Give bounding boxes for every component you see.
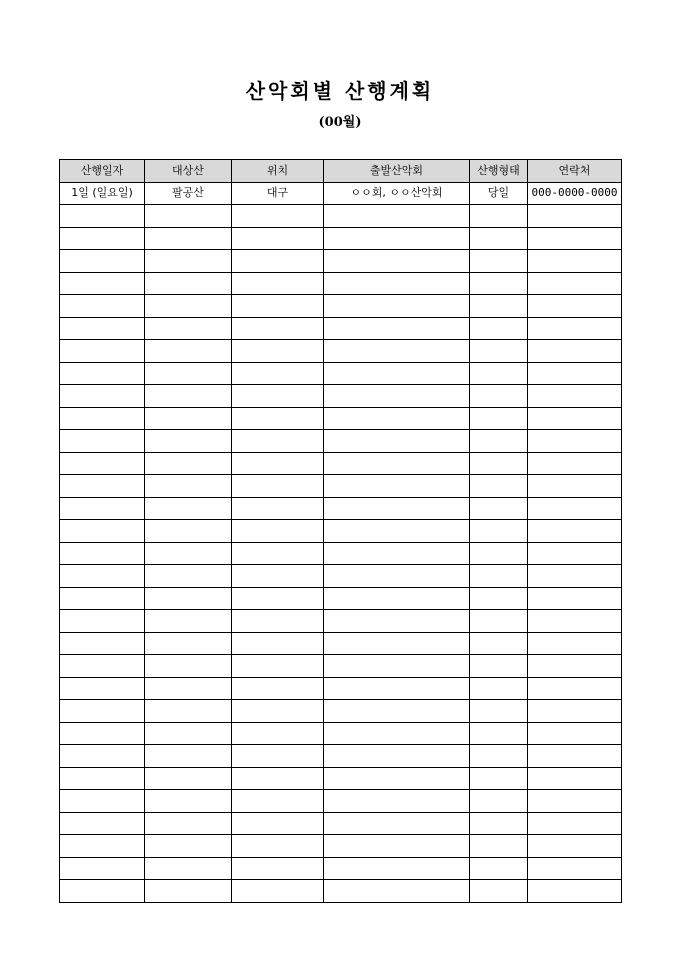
table-row (60, 677, 622, 700)
table-row (60, 340, 622, 363)
table-row (60, 722, 622, 745)
cell-type (470, 610, 528, 633)
cell-location (232, 745, 324, 768)
cell-type (470, 722, 528, 745)
cell-mountain (145, 520, 232, 543)
cell-contact (528, 407, 622, 430)
cell-date (60, 587, 145, 610)
cell-location (232, 272, 324, 295)
table-row (60, 430, 622, 453)
month-subtitle: (00월) (318, 115, 362, 130)
cell-date (60, 632, 145, 655)
cell-date (60, 497, 145, 520)
cell-location (232, 205, 324, 228)
cell-club (324, 700, 470, 723)
cell-type (470, 430, 528, 453)
cell-mountain (145, 317, 232, 340)
cell-type (470, 452, 528, 475)
table-row (60, 857, 622, 880)
cell-date (60, 227, 145, 250)
cell-contact (528, 565, 622, 588)
cell-location (232, 565, 324, 588)
cell-contact (528, 722, 622, 745)
cell-location (232, 767, 324, 790)
table-row (60, 835, 622, 858)
table-row (60, 295, 622, 318)
cell-contact (528, 767, 622, 790)
cell-mountain (145, 880, 232, 903)
cell-mountain (145, 610, 232, 633)
table-row (60, 610, 622, 633)
cell-type (470, 677, 528, 700)
header-location: 위치 (232, 160, 324, 183)
cell-location (232, 655, 324, 678)
table-row (60, 880, 622, 903)
cell-club (324, 610, 470, 633)
cell-type (470, 475, 528, 498)
cell-date (60, 722, 145, 745)
cell-type (470, 227, 528, 250)
table-row (60, 227, 622, 250)
cell-mountain (145, 407, 232, 430)
cell-club (324, 812, 470, 835)
cell-contact (528, 790, 622, 813)
cell-contact (528, 745, 622, 768)
cell-mountain (145, 835, 232, 858)
cell-type: 당일 (470, 182, 528, 205)
table-row (60, 452, 622, 475)
cell-date (60, 655, 145, 678)
cell-location (232, 227, 324, 250)
header-mountain: 대상산 (145, 160, 232, 183)
cell-date (60, 745, 145, 768)
cell-location (232, 790, 324, 813)
cell-type (470, 700, 528, 723)
cell-mountain (145, 362, 232, 385)
cell-location (232, 475, 324, 498)
cell-type (470, 205, 528, 228)
cell-contact (528, 857, 622, 880)
cell-location (232, 385, 324, 408)
table-body (60, 182, 622, 902)
cell-mountain (145, 790, 232, 813)
cell-mountain (145, 452, 232, 475)
table-row (60, 565, 622, 588)
cell-contact (528, 362, 622, 385)
header-contact: 연락처 (528, 160, 622, 183)
cell-club (324, 677, 470, 700)
table-row (60, 497, 622, 520)
cell-location (232, 812, 324, 835)
cell-date (60, 385, 145, 408)
cell-club (324, 587, 470, 610)
cell-type (470, 812, 528, 835)
cell-club (324, 272, 470, 295)
cell-contact (528, 700, 622, 723)
cell-club (324, 452, 470, 475)
cell-contact (528, 677, 622, 700)
cell-club (324, 745, 470, 768)
cell-location (232, 587, 324, 610)
cell-location: 대구 (232, 182, 324, 205)
cell-type (470, 655, 528, 678)
cell-location (232, 677, 324, 700)
cell-mountain (145, 227, 232, 250)
cell-location (232, 722, 324, 745)
cell-location (232, 497, 324, 520)
cell-club (324, 835, 470, 858)
cell-type (470, 790, 528, 813)
cell-mountain (145, 250, 232, 273)
cell-date (60, 407, 145, 430)
cell-club (324, 475, 470, 498)
cell-type (470, 497, 528, 520)
cell-club (324, 430, 470, 453)
table-row (60, 362, 622, 385)
cell-club (324, 362, 470, 385)
cell-date (60, 272, 145, 295)
header-date: 산행일자 (60, 160, 145, 183)
cell-date (60, 857, 145, 880)
cell-location (232, 340, 324, 363)
page-title: 산악회별 산행계획 (245, 79, 435, 103)
cell-date (60, 542, 145, 565)
cell-contact (528, 317, 622, 340)
cell-mountain: 팔공산 (145, 182, 232, 205)
table-row (60, 407, 622, 430)
cell-type (470, 857, 528, 880)
cell-date (60, 295, 145, 318)
cell-mountain (145, 677, 232, 700)
cell-club (324, 857, 470, 880)
cell-mountain (145, 340, 232, 363)
table-row (60, 790, 622, 813)
cell-type (470, 250, 528, 273)
cell-club (324, 385, 470, 408)
cell-location (232, 610, 324, 633)
cell-date (60, 767, 145, 790)
cell-type (470, 632, 528, 655)
table-row (60, 632, 622, 655)
hiking-plan-table (59, 159, 622, 903)
cell-club (324, 632, 470, 655)
cell-club (324, 880, 470, 903)
cell-mountain (145, 745, 232, 768)
cell-mountain (145, 385, 232, 408)
cell-date (60, 430, 145, 453)
cell-date (60, 880, 145, 903)
table-row (60, 700, 622, 723)
cell-mountain (145, 857, 232, 880)
cell-date (60, 565, 145, 588)
cell-club (324, 497, 470, 520)
cell-contact (528, 520, 622, 543)
cell-mountain (145, 722, 232, 745)
cell-mountain (145, 700, 232, 723)
cell-mountain (145, 205, 232, 228)
cell-club (324, 295, 470, 318)
cell-location (232, 857, 324, 880)
cell-contact (528, 227, 622, 250)
table-row (60, 250, 622, 273)
cell-contact (528, 475, 622, 498)
cell-contact (528, 880, 622, 903)
cell-type (470, 767, 528, 790)
cell-mountain (145, 655, 232, 678)
cell-type (470, 835, 528, 858)
cell-club (324, 407, 470, 430)
cell-contact (528, 340, 622, 363)
cell-type (470, 565, 528, 588)
cell-location (232, 520, 324, 543)
cell-contact (528, 610, 622, 633)
cell-club: ㅇㅇ회, ㅇㅇ산악회 (324, 182, 470, 205)
table-row (60, 182, 622, 205)
cell-club (324, 250, 470, 273)
cell-club (324, 790, 470, 813)
cell-type (470, 272, 528, 295)
cell-type (470, 295, 528, 318)
cell-type (470, 385, 528, 408)
cell-location (232, 430, 324, 453)
cell-mountain (145, 767, 232, 790)
cell-type (470, 317, 528, 340)
cell-date: 1일 (일요일) (60, 182, 145, 205)
cell-mountain (145, 632, 232, 655)
cell-date (60, 362, 145, 385)
cell-date (60, 610, 145, 633)
header-club: 출발산악회 (324, 160, 470, 183)
cell-contact (528, 632, 622, 655)
cell-club (324, 317, 470, 340)
cell-type (470, 880, 528, 903)
cell-contact (528, 385, 622, 408)
cell-location (232, 362, 324, 385)
cell-date (60, 205, 145, 228)
cell-location (232, 835, 324, 858)
cell-date (60, 340, 145, 363)
table-row (60, 520, 622, 543)
cell-date (60, 250, 145, 273)
cell-date (60, 317, 145, 340)
cell-location (232, 700, 324, 723)
cell-contact (528, 655, 622, 678)
cell-mountain (145, 475, 232, 498)
cell-club (324, 655, 470, 678)
cell-date (60, 790, 145, 813)
cell-club (324, 767, 470, 790)
cell-club (324, 565, 470, 588)
cell-date (60, 520, 145, 543)
table-row (60, 587, 622, 610)
table-row (60, 317, 622, 340)
cell-mountain (145, 295, 232, 318)
table-row (60, 475, 622, 498)
header-type: 산행형태 (470, 160, 528, 183)
cell-location (232, 250, 324, 273)
cell-date (60, 677, 145, 700)
cell-location (232, 407, 324, 430)
cell-club (324, 340, 470, 363)
cell-contact (528, 452, 622, 475)
cell-contact (528, 835, 622, 858)
cell-club (324, 722, 470, 745)
cell-mountain (145, 565, 232, 588)
cell-type (470, 745, 528, 768)
table-header-row (60, 160, 622, 183)
cell-type (470, 542, 528, 565)
cell-club (324, 205, 470, 228)
cell-mountain (145, 497, 232, 520)
table-row (60, 745, 622, 768)
cell-club (324, 227, 470, 250)
cell-type (470, 407, 528, 430)
cell-type (470, 587, 528, 610)
table-row (60, 542, 622, 565)
cell-date (60, 812, 145, 835)
cell-club (324, 542, 470, 565)
table-row (60, 767, 622, 790)
cell-mountain (145, 812, 232, 835)
cell-mountain (145, 430, 232, 453)
cell-location (232, 632, 324, 655)
cell-mountain (145, 542, 232, 565)
cell-type (470, 362, 528, 385)
cell-contact (528, 587, 622, 610)
cell-contact (528, 272, 622, 295)
cell-date (60, 835, 145, 858)
cell-mountain (145, 272, 232, 295)
table-row (60, 205, 622, 228)
table-row (60, 812, 622, 835)
table-row (60, 655, 622, 678)
cell-contact (528, 295, 622, 318)
cell-location (232, 542, 324, 565)
cell-mountain (145, 587, 232, 610)
cell-contact (528, 205, 622, 228)
cell-contact (528, 542, 622, 565)
cell-date (60, 452, 145, 475)
cell-location (232, 317, 324, 340)
cell-contact (528, 812, 622, 835)
cell-contact (528, 250, 622, 273)
table-row (60, 385, 622, 408)
cell-contact (528, 430, 622, 453)
cell-club (324, 520, 470, 543)
cell-date (60, 475, 145, 498)
cell-contact (528, 497, 622, 520)
cell-location (232, 295, 324, 318)
cell-type (470, 520, 528, 543)
cell-type (470, 340, 528, 363)
table-row (60, 272, 622, 295)
cell-location (232, 452, 324, 475)
cell-contact: 000-0000-0000 (528, 182, 622, 205)
cell-location (232, 880, 324, 903)
cell-date (60, 700, 145, 723)
